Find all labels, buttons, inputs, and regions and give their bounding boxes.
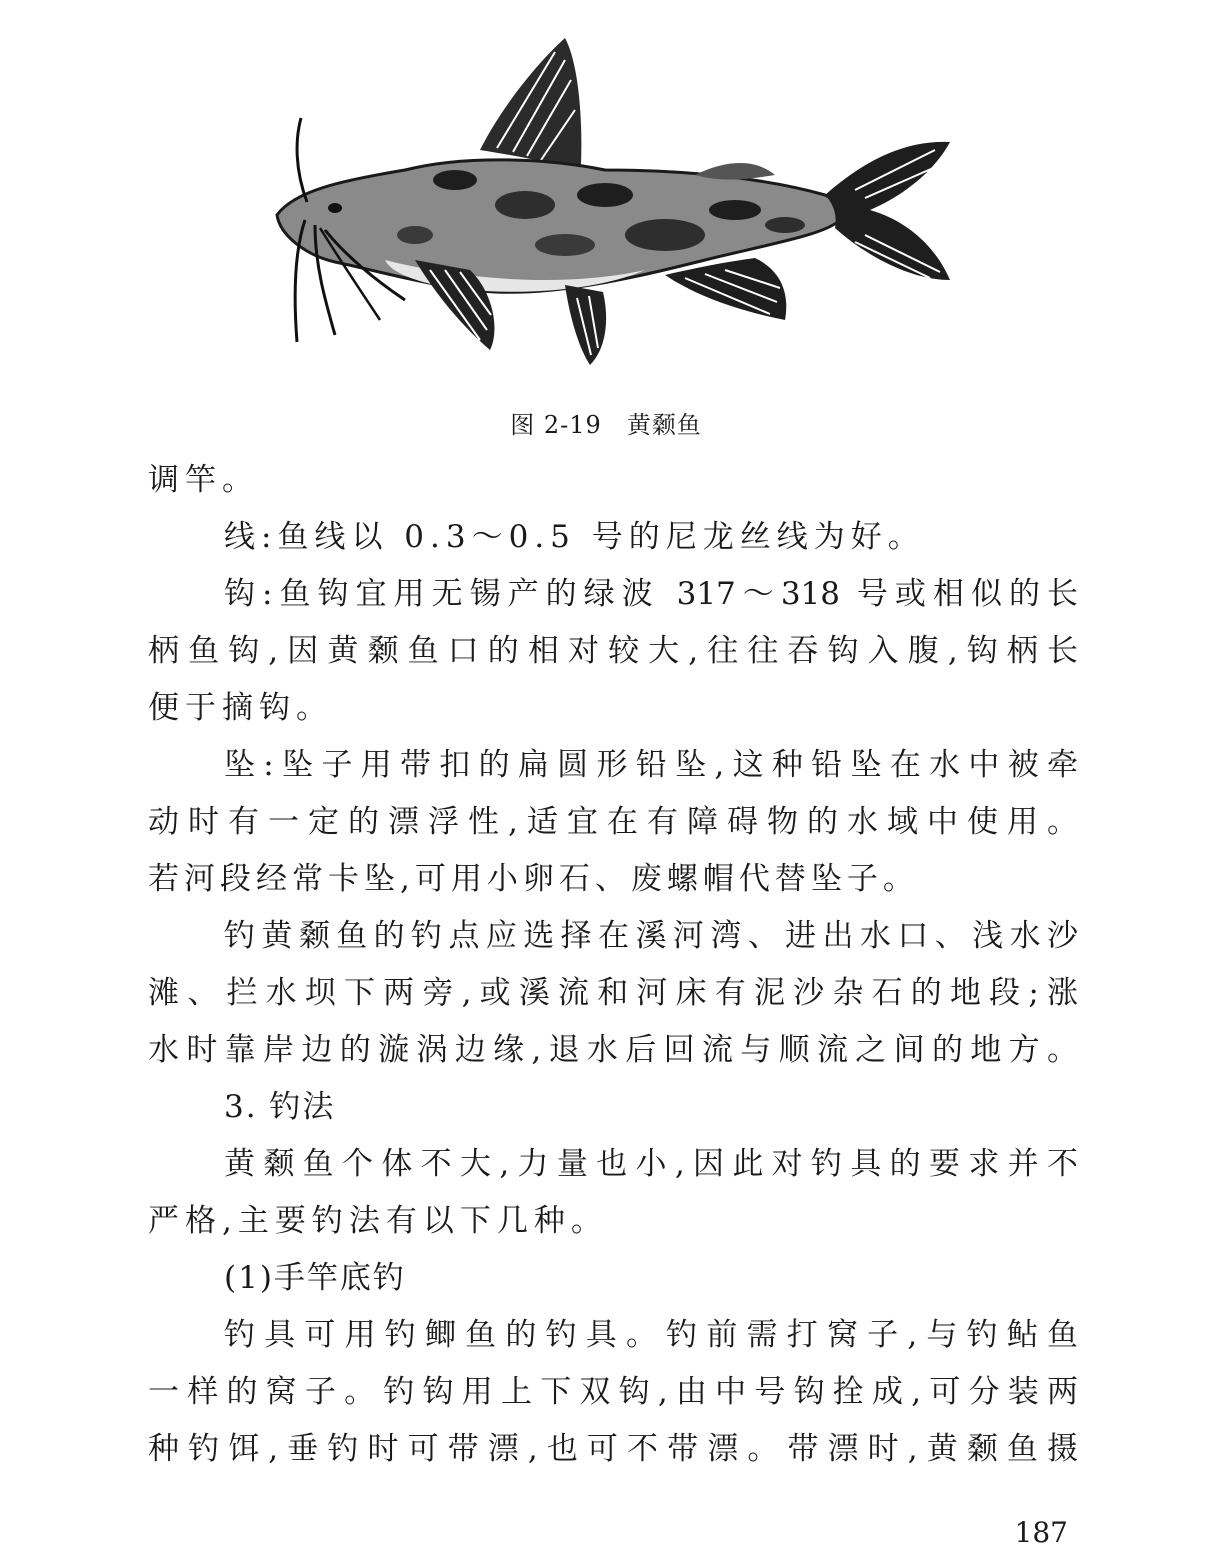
page-number: 187	[1014, 1516, 1068, 1549]
catfish-illustration-icon	[265, 30, 955, 380]
text-line: 种钓饵,垂钓时可带漂,也可不带漂。带漂时,黄颡鱼摄	[148, 1431, 1078, 1467]
subsection-heading: (1)手竿底钓	[224, 1260, 406, 1296]
text-line: 柄鱼钩,因黄颡鱼口的相对较大,往往吞钩入腹,钩柄长	[148, 633, 1078, 669]
section-heading: 3. 钓法	[224, 1089, 336, 1125]
text-line: 动时有一定的漂浮性,适宜在有障碍物的水域中使用。	[148, 804, 1078, 840]
text-line: 钓黄颡鱼的钓点应选择在溪河湾、进出水口、浅水沙	[224, 918, 1078, 954]
text-line: 便于摘钩。	[148, 690, 333, 726]
text-line: 线:鱼线以 0.3～0.5 号的尼龙丝线为好。	[224, 519, 925, 555]
text-line: 黄颡鱼个体不大,力量也小,因此对钓具的要求并不	[224, 1146, 1078, 1182]
figure-caption: 图 2-19 黄颡鱼	[510, 411, 702, 439]
text-line: 钩:鱼钩宜用无锡产的绿波 317～318 号或相似的长	[224, 576, 1078, 612]
text-line: 一样的窝子。钓钩用上下双钩,由中号钩拴成,可分装两	[148, 1374, 1078, 1410]
text-line: 若河段经常卡坠,可用小卵石、废螺帽代替坠子。	[148, 861, 919, 897]
text-line: 水时靠岸边的漩涡边缘,退水后回流与顺流之间的地方。	[148, 1032, 1078, 1068]
body-text	[148, 452, 1078, 1478]
text-line: 滩、拦水坝下两旁,或溪流和河床有泥沙杂石的地段;涨	[148, 975, 1078, 1011]
text-line: 钓具可用钓鲫鱼的钓具。钓前需打窝子,与钓鲇鱼	[224, 1317, 1078, 1353]
text-line: 严格,主要钓法有以下几种。	[148, 1203, 608, 1239]
catfish-figure	[265, 30, 955, 380]
text-line: 坠:坠子用带扣的扁圆形铅坠,这种铅坠在水中被牵	[224, 747, 1078, 783]
text-line: 调竿。	[148, 462, 259, 498]
